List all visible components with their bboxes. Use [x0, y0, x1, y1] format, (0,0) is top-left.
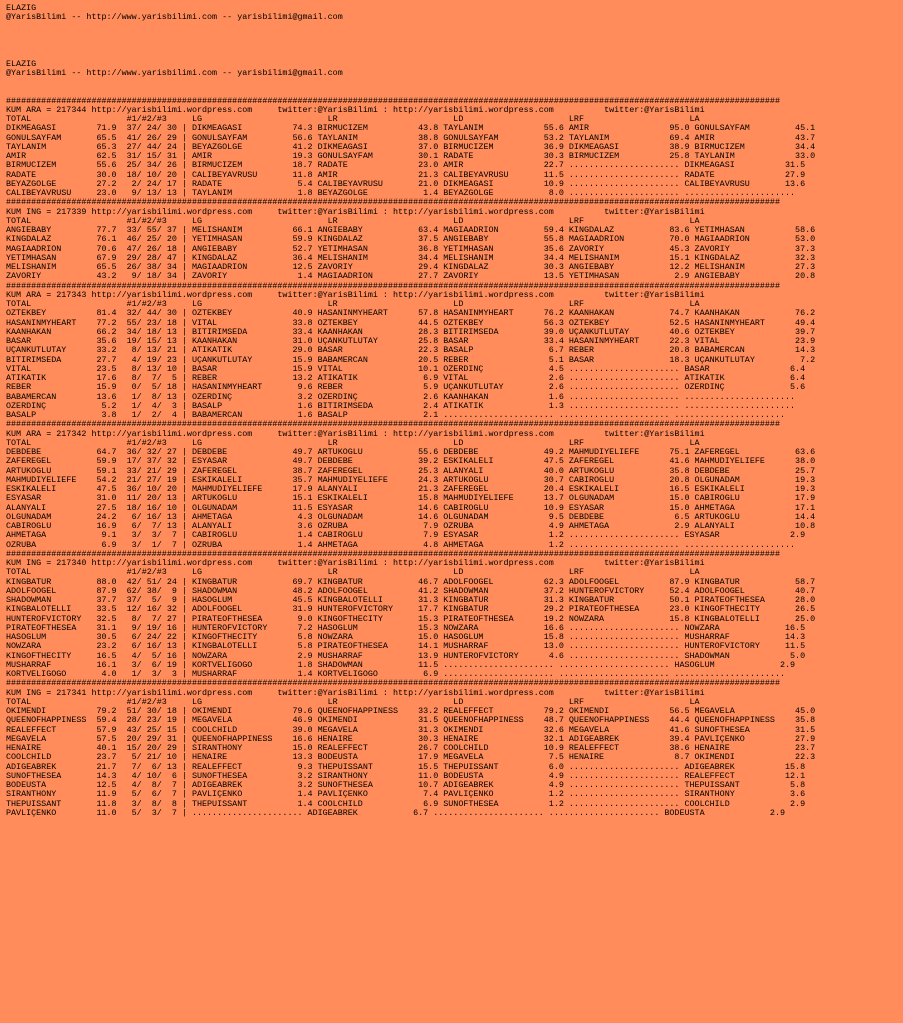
table-row: ESKIKALELI 47.5 36/ 10/ 20 | MAHMUDIYELIEFE 17.9 ALANYALI 21.3 ZAFEREGEL 20.4 ESKIKALELI 16.5 ESKIKALELI 19.3 — [6, 485, 816, 494]
section-divider: ########################################################################################################################################################## — [6, 549, 780, 559]
blank-line — [6, 50, 903, 59]
table-row: ÖZTEKBEY 81.4 32/ 44/ 30 | ÖZTEKBEY 40.9 HASANINMYHEART 57.8 HASANINMYHEART 76.2 KAANHAKAN 74.7 KAANHAKAN 76.2 — [6, 309, 816, 319]
contact-line: @YarisBilimi -- http://www.yarisbilimi.com -- yarisbilimi@gmail.com — [6, 13, 343, 23]
column-header-line: TOTAL #1/#2/#3 LG LR LD LRF LA — [6, 216, 700, 226]
race-header-line: KUM ARA = 217344 http://yarisbilimi.wordpress.com twitter:@YarisBilimi : http://yarisbilimi.wordpress.com twitter:@YarisBilimi — [6, 105, 705, 115]
table-row: CALIBEYAVRUSU 23.0 9/ 13/ 13 | TAYLANIM 1.8 BEYAZGÖLGE 1.4 BEYAZGÖLGE 8.0 ...................... ...................... — [6, 189, 796, 198]
table-row: PAVLIÇENKO 11.0 5/ 3/ 7 | ...................... ADIGEABREK 6.7 ...................... ...................... BODEUSTA 2.9 — [6, 808, 786, 818]
blank-line — [6, 78, 903, 87]
table-row: BASAR 35.6 19/ 15/ 13 | KAANHAKAN 31.0 UÇANKUTLUTAY 25.8 BASAR 33.4 HASANINMYHEART 22.3 VITAL 23.9 — [6, 337, 816, 346]
race-header-line: KUM ARA = 217342 http://yarisbilimi.wordpress.com twitter:@YarisBilimi : http://yarisbilimi.wordpress.com twitter:@YarisBilimi — [6, 429, 705, 439]
table-row: YETIMHASAN 67.9 29/ 28/ 47 | KINGDALAZ 36.4 MELISHANIM 34.4 MELISHANIM 34.4 MELISHANIM 15.1 KINGDALAZ 32.3 — [6, 253, 816, 263]
table-row: KINGBATUR 88.0 42/ 51/ 24 | KINGBATUR 69.7 KINGBATUR 46.7 ADOLFOOGEL 62.3 ADOLFOOGEL 87.9 KINGBATUR 58.7 — [6, 577, 816, 587]
table-row: KINGBALOTELLI 33.5 12/ 16/ 32 | ADOLFOOGEL 31.9 HUNTEROFVICTORY 17.7 KINGBATUR 29.2 PIRATEOFTHESEA 23.0 KINGOFTHECITY 26.5 — [6, 605, 816, 615]
table-row: BABAMERCAN 13.6 1/ 8/ 13 | ÖZERDINÇ 3.2 ÖZERDINÇ 2.6 KAANHAKAN 1.6 ...................... ...................... — [6, 392, 796, 402]
table-row: BODEUSTA 12.5 4/ 8/ 7 | ADIGEABREK 3.2 SUNOFTHESEA 10.7 ADIGEABREK 4.9 ...................... THEPUISSANT 5.8 — [6, 781, 806, 790]
column-header-line: TOTAL #1/#2/#3 LG LR LD LRF LA — [6, 115, 700, 124]
table-row: OKIMENDI 79.2 51/ 30/ 18 | OKIMENDI 79.6 QUEENOFHAPPINESS 33.2 REALEFFECT 79.2 OKIMENDI 56.5 MEGAVELA 45.0 — [6, 707, 816, 716]
table-row: HENAIRE 40.1 15/ 20/ 29 | SIRANTHONY 15.0 REALEFFECT 26.7 COOLCHILD 10.9 REALEFFECT 38.6 HENAIRE 23.7 — [6, 744, 816, 753]
section-divider: ########################################################################################################################################################## — [6, 198, 780, 208]
table-row: TAYLANIM 65.3 27/ 44/ 24 | BEYAZGÖLGE 41.2 DIKMEAGASI 37.0 BIRMUCIZEM 36.9 DIKMEAGASI 38.9 BIRMUCIZEM 34.4 — [6, 142, 816, 152]
table-row: ADOLFOOGEL 87.9 62/ 38/ 9 | SHADOWMAN 48.2 ADOLFOOGEL 41.2 SHADOWMAN 37.2 HUNTEROFVICTORY 52.4 ADOLFOOGEL 40.7 — [6, 586, 816, 596]
table-row: OLGUNADAM 24.2 6/ 16/ 13 | AHMETAGA 4.3 OLGUNADAM 14.6 OLGUNADAM 9.5 DEBDEBE 6.5 ARTUKOGLU 14.4 — [6, 512, 816, 522]
table-row: ÖZRÜBA 6.9 3/ 1/ 7 | ÖZRÜBA 1.4 AHMETAGA 4.8 AHMETAGA 1.2 ...................... ...................... — [6, 540, 796, 550]
table-row: CABIROGLU 16.9 6/ 7/ 13 | ALANYALI 3.6 ÖZRÜBA 7.9 ÖZRÜBA 4.9 AHMETAGA 2.9 ALANYALI 10.8 — [6, 522, 816, 531]
race-header-line: KUM ING = 217341 http://yarisbilimi.wordpress.com twitter:@YarisBilimi : http://yarisbilimi.wordpress.com twitter:@YarisBilimi — [6, 688, 705, 698]
table-row: KAANHAKAN 66.2 34/ 18/ 13 | BITIRIMSEDA 33.4 KAANHAKAN 28.3 BITIRIMSEDA 39.0 UÇANKUTLUTAY 40.6 ÖZTEKBEY 39.7 — [6, 327, 816, 337]
table-row: BIRMUCIZEM 55.6 25/ 34/ 26 | BIRMUCIZEM 18.7 RADATE 23.0 AMIR 22.7 ...................... DIKMEAGASI 31.5 — [6, 161, 806, 171]
table-row: HASOGLUM 30.5 6/ 24/ 22 | KINGOFTHECITY 5.8 NOWZARA 15.0 HASOGLUM 15.8 ...................... MUSHARRAF 14.3 — [6, 633, 806, 642]
table-row: THEPUISSANT 11.8 3/ 8/ 8 | THEPUISSANT 1.4 COOLCHILD 6.9 SUNOFTHESEA 1.2 ...................... COOLCHILD 2.9 — [6, 799, 806, 809]
table-row: MAGIAADRION 70.6 47/ 26/ 18 | ANGIEBABY 52.7 YETIMHASAN 36.8 YETIMHASAN 35.6 ZAVORIY 45.3 ZAVORIY 37.3 — [6, 244, 816, 254]
table-row: PIRATEOFTHESEA 31.1 9/ 19/ 16 | HUNTEROFVICTORY 7.2 HASOGLUM 15.3 NOWZARA 16.6 ...................... NOWZARA 16.5 — [6, 623, 806, 633]
table-row: HASANINMYHEART 77.2 55/ 23/ 18 | VITAL 33.8 ÖZTEKBEY 44.5 ÖZTEKBEY 56.3 ÖZTEKBEY 52.5 HASANINMYHEART 49.4 — [6, 318, 816, 328]
document-title: ELAZIG — [6, 59, 37, 69]
table-row: MUSHARRAF 16.1 3/ 6/ 19 | KORTVELIGOGO 1.8 SHADOWMAN 11.5 ...................... ...................... HASOGLUM 2.9 — [6, 660, 796, 670]
section-divider: ########################################################################################################################################################## — [6, 420, 780, 430]
table-row: BEYAZGÖLGE 27.2 2/ 24/ 17 | RADATE 5.4 CALIBEYAVRUSU 21.0 DIKMEAGASI 10.9 ...................... CALIBEYAVRUSU 13.6 — [6, 179, 806, 189]
table-row: QUEENOFHAPPINESS 59.4 28/ 23/ 19 | MEGAVELA 46.9 OKIMENDI 31.5 QUEENOFHAPPINESS 48.7 QUEENOFHAPPINESS 44.4 QUEENOFHAPPINESS 35.8 — [6, 716, 816, 726]
blank-line — [6, 41, 903, 50]
table-row: ZAVORIY 43.2 9/ 18/ 34 | ZAVORIY 1.4 MAGIAADRION 27.7 ZAVORIY 13.5 YETIMHASAN 2.9 ANGIEBABY 20.8 — [6, 272, 816, 282]
contact-line: @YarisBilimi -- http://www.yarisbilimi.com -- yarisbilimi@gmail.com — [6, 68, 343, 78]
table-row: ARTUKOGLU 59.1 33/ 21/ 29 | ZAFEREGEL 38.7 ZAFEREGEL 25.3 ALANYALI 40.0 ARTUKOGLU 35.8 DEBDEBE 25.7 — [6, 466, 816, 476]
race-header-line: KUM ARA = 217343 http://yarisbilimi.wordpress.com twitter:@YarisBilimi : http://yarisbilimi.wordpress.com twitter:@YarisBilimi — [6, 290, 705, 300]
table-row: DIKMEAGASI 71.9 37/ 24/ 30 | DIKMEAGASI 74.3 BIRMUCIZEM 43.8 TAYLANIM 55.6 AMIR 95.0 GÖNÜLSAYFAM 45.1 — [6, 124, 816, 134]
table-row: SIRANTHONY 11.9 5/ 6/ 7 | PAVLIÇENKO 1.4 PAVLIÇENKO 7.4 PAVLIÇENKO 1.2 ...................... SIRANTHONY 3.6 — [6, 790, 806, 800]
column-header-line: TOTAL #1/#2/#3 LG LR LD LRF LA — [6, 697, 700, 707]
table-row: GÖNÜLSAYFAM 65.5 41/ 26/ 29 | GÖNÜLSAYFAM 56.6 TAYLANIM 38.8 GÖNÜLSAYFAM 53.2 TAYLANIM 69.4 AMIR 43.7 — [6, 133, 816, 143]
table-row: REALEFFECT 57.9 43/ 25/ 15 | COOLCHILD 39.0 MEGAVELA 31.3 OKIMENDI 32.6 MEGAVELA 41.6 SUNOFTHESEA 31.5 — [6, 725, 816, 735]
table-row: UÇANKUTLUTAY 33.2 8/ 13/ 21 | ATIKATIK 29.0 BASAR 22.3 BASALP 6.7 REBER 20.8 BABAMERCAN 14.3 — [6, 346, 816, 356]
race-header-line: KUM ING = 217340 http://yarisbilimi.wordpress.com twitter:@YarisBilimi : http://yarisbilimi.wordpress.com twitter:@YarisBilimi — [6, 559, 705, 568]
table-row: NOWZARA 23.2 6/ 16/ 13 | KINGBALOTELLI 5.8 PIRATEOFTHESEA 14.1 MUSHARRAF 13.0 ...................... HUNTEROFVICTORY 11.5 — [6, 642, 806, 652]
column-header-line: TOTAL #1/#2/#3 LG LR LD LRF LA — [6, 438, 700, 448]
section-divider: ########################################################################################################################################################## — [6, 281, 780, 291]
table-row: REBER 15.9 0/ 5/ 18 | HASANINMYHEART 9.6 REBER 5.9 UÇANKUTLUTAY 2.6 ...................... ÖZERDINÇ 5.6 — [6, 383, 806, 393]
table-row: MELISHANIM 65.5 26/ 38/ 34 | MAGIAADRION 12.5 ZAVORIY 29.4 KINGDALAZ 30.3 ANGIEBABY 12.2 MELISHANIM 27.3 — [6, 263, 816, 272]
table-row: COOLCHILD 23.7 5/ 21/ 10 | HENAIRE 13.3 BODEUSTA 17.9 MEGAVELA 7.5 HENAIRE 8.7 OKIMENDI 22.3 — [6, 753, 816, 763]
table-row: AHMETAGA 9.1 3/ 3/ 7 | CABIROGLU 1.4 CABIROGLU 7.9 ESYASAR 1.2 ...................... ESYASAR 2.9 — [6, 531, 806, 541]
blank-line — [6, 23, 903, 32]
table-row: ATIKATIK 17.6 8/ 7/ 5 | REBER 13.2 ATIKATIK 6.9 VITAL 2.6 ...................... ATIKATIK 6.4 — [6, 374, 806, 383]
column-header-line: TOTAL #1/#2/#3 LG LR LD LRF LA — [6, 300, 700, 309]
table-row: KINGDALAZ 76.1 46/ 25/ 20 | YETIMHASAN 59.9 KINGDALAZ 37.5 ANGIEBABY 55.8 MAGIAADRION 70.0 MAGIAADRION 53.0 — [6, 235, 816, 245]
table-row: SUNOFTHESEA 14.3 4/ 10/ 6 | SUNOFTHESEA 3.2 SIRANTHONY 11.0 BODEUSTA 4.9 ...................... REALEFFECT 12.1 — [6, 771, 806, 781]
table-row: HUNTEROFVICTORY 32.5 8/ 7/ 27 | PIRATEOFTHESEA 9.0 KINGOFTHECITY 15.3 PIRATEOFTHESEA 19.2 NOWZARA 15.8 KINGBALOTELLI 25.0 — [6, 614, 816, 624]
table-row: AMIR 62.5 31/ 15/ 31 | AMIR 19.3 GÖNÜLSAYFAM 30.1 RADATE 30.3 BIRMUCIZEM 25.8 TAYLANIM 33.0 — [6, 152, 816, 161]
table-row: ANGIEBABY 77.7 33/ 55/ 37 | MELISHANIM 66.1 ANGIEBABY 63.4 MAGIAADRION 59.4 KINGDALAZ 83.6 YETIMHASAN 58.6 — [6, 226, 816, 235]
table-row: MEGAVELA 57.5 20/ 29/ 31 | QUEENOFHAPPINESS 16.6 HENAIRE 30.3 HENAIRE 32.1 ADIGEABREK 39.4 PAVLIÇENKO 27.9 — [6, 734, 816, 744]
table-row: KORTVELIGOGO 4.0 1/ 3/ 3 | MUSHARRAF 1.4 KORTVELIGOGO 6.9 ...................... ...................... ...................... — [6, 670, 786, 679]
race-header-line: KUM ING = 217339 http://yarisbilimi.wordpress.com twitter:@YarisBilimi : http://yarisbilimi.wordpress.com twitter:@YarisBilimi — [6, 207, 705, 217]
table-row: SHADOWMAN 37.7 37/ 5/ 9 | HASOGLUM 45.5 KINGBALOTELLI 31.3 KINGBATUR 31.3 KINGBATUR 50.1 PIRATEOFTHESEA 28.0 — [6, 596, 816, 605]
table-row: DEBDEBE 64.7 36/ 32/ 27 | DEBDEBE 49.7 ARTUKOGLU 55.6 DEBDEBE 49.2 MAHMUDIYELIEFE 75.1 ZAFEREGEL 63.6 — [6, 448, 816, 457]
table-row: ÖZERDINÇ 5.2 1/ 4/ 3 | BASALP 1.6 BITIRIMSEDA 2.4 ATIKATIK 1.3 ...................... ...................... — [6, 401, 796, 411]
table-row: KINGOFTHECITY 16.5 4/ 5/ 16 | NOWZARA 2.9 MUSHARRAF 13.9 HUNTEROFVICTORY 4.6 ...................... SHADOWMAN 5.0 — [6, 651, 806, 661]
table-row: BASALP 3.8 1/ 2/ 4 | BABAMERCAN 1.6 BASALP 2.1 ...................... ...................... ...................... — [6, 411, 786, 420]
section-divider: ########################################################################################################################################################## — [6, 679, 780, 689]
table-row: RADATE 30.0 18/ 10/ 20 | CALIBEYAVRUSU 11.8 AMIR 21.3 CALIBEYAVRUSU 11.5 ...................... RADATE 27.9 — [6, 170, 806, 180]
table-row: VITAL 23.5 8/ 13/ 10 | BASAR 15.9 VITAL 10.1 ÖZERDINÇ 4.5 ...................... BASAR 6.4 — [6, 364, 806, 374]
blank-line — [6, 87, 903, 96]
table-row: ZAFEREGEL 59.9 17/ 37/ 32 | ESYASAR 49.7 DEBDEBE 39.2 ESKIKALELI 47.5 ZAFEREGEL 41.6 MAHMUDIYELIEFE 38.0 — [6, 457, 816, 467]
table-row: ALANYALI 27.5 18/ 16/ 10 | OLGUNADAM 11.5 ESYASAR 14.6 CABIROGLU 10.9 ESYASAR 15.0 AHMETAGA 17.1 — [6, 503, 816, 513]
table-row: ESYASAR 31.0 11/ 20/ 13 | ARTUKOGLU 15.1 ESKIKALELI 15.8 MAHMUDIYELIEFE 13.7 OLGUNADAM 15.0 CABIROGLU 17.9 — [6, 494, 816, 504]
document-title: ELAZIG — [6, 4, 37, 13]
table-row: BITIRIMSEDA 27.7 4/ 19/ 23 | UÇANKUTLUTAY 15.9 BABAMERCAN 20.5 REBER 5.1 BASAR 18.3 UÇANKUTLUTAY 7.2 — [6, 355, 816, 365]
table-row: MAHMUDIYELIEFE 54.2 21/ 27/ 19 | ESKIKALELI 35.7 MAHMUDIYELIEFE 24.3 ARTUKOGLU 30.7 CABIROGLU 20.8 OLGUNADAM 19.3 — [6, 475, 816, 485]
section-divider: ########################################################################################################################################################## — [6, 96, 780, 106]
column-header-line: TOTAL #1/#2/#3 LG LR LD LRF LA — [6, 568, 700, 578]
table-row: ADIGEABREK 21.7 7/ 6/ 13 | REALEFFECT 9.3 THEPUISSANT 15.5 THEPUISSANT 6.0 ...................... ADIGEABREK 15.8 — [6, 762, 806, 772]
blank-line — [6, 32, 903, 41]
